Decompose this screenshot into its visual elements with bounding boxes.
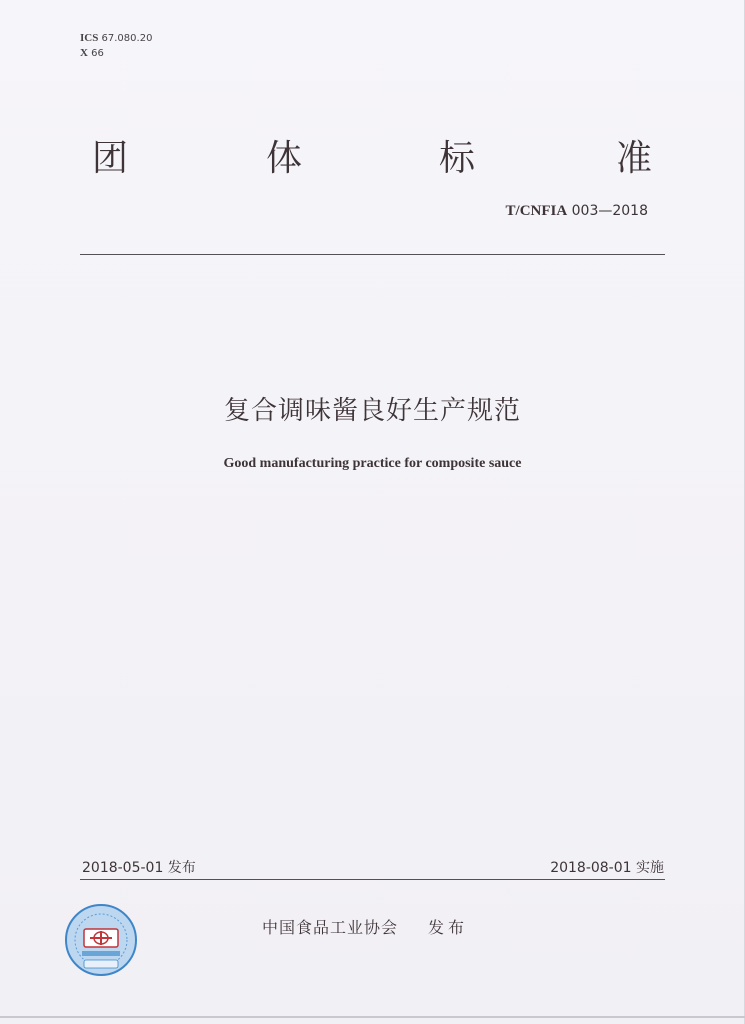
classification-codes — [80, 31, 152, 61]
banner-char-1: 团 — [92, 138, 129, 179]
bottom-divider — [80, 879, 665, 880]
english-title: Good manufacturing practice for composite sauce — [223, 456, 522, 471]
implementation-date: 2018-08-01 实施 — [550, 860, 664, 876]
page-bottom-edge — [0, 1016, 745, 1018]
ics-label: ICS — [80, 32, 99, 44]
publisher-line — [262, 915, 468, 938]
banner-char-4: 准 — [616, 138, 653, 179]
publisher-name: 中国食品工业协会 — [262, 918, 399, 937]
ics-code-line — [80, 31, 152, 46]
standard-type-banner — [82, 130, 654, 180]
x-label: X — [80, 47, 88, 59]
banner-char-3: 标 — [439, 138, 476, 179]
top-divider — [80, 254, 665, 255]
x-code-line — [80, 46, 152, 61]
release-date: 2018-05-01 发布 — [82, 860, 196, 876]
ics-code: 67.080.20 — [101, 33, 153, 44]
standard-code: 003—2018 — [571, 203, 648, 219]
x-code: 66 — [91, 48, 104, 59]
chinese-title: 复合调味酱良好生产规范 — [223, 396, 521, 426]
standard-org: T/CNFIA — [505, 203, 568, 219]
banner-char-2: 体 — [266, 138, 303, 179]
publisher-issue: 发布 — [428, 918, 469, 937]
anti-counterfeit-seal-icon — [64, 903, 138, 977]
standard-number — [506, 203, 648, 220]
